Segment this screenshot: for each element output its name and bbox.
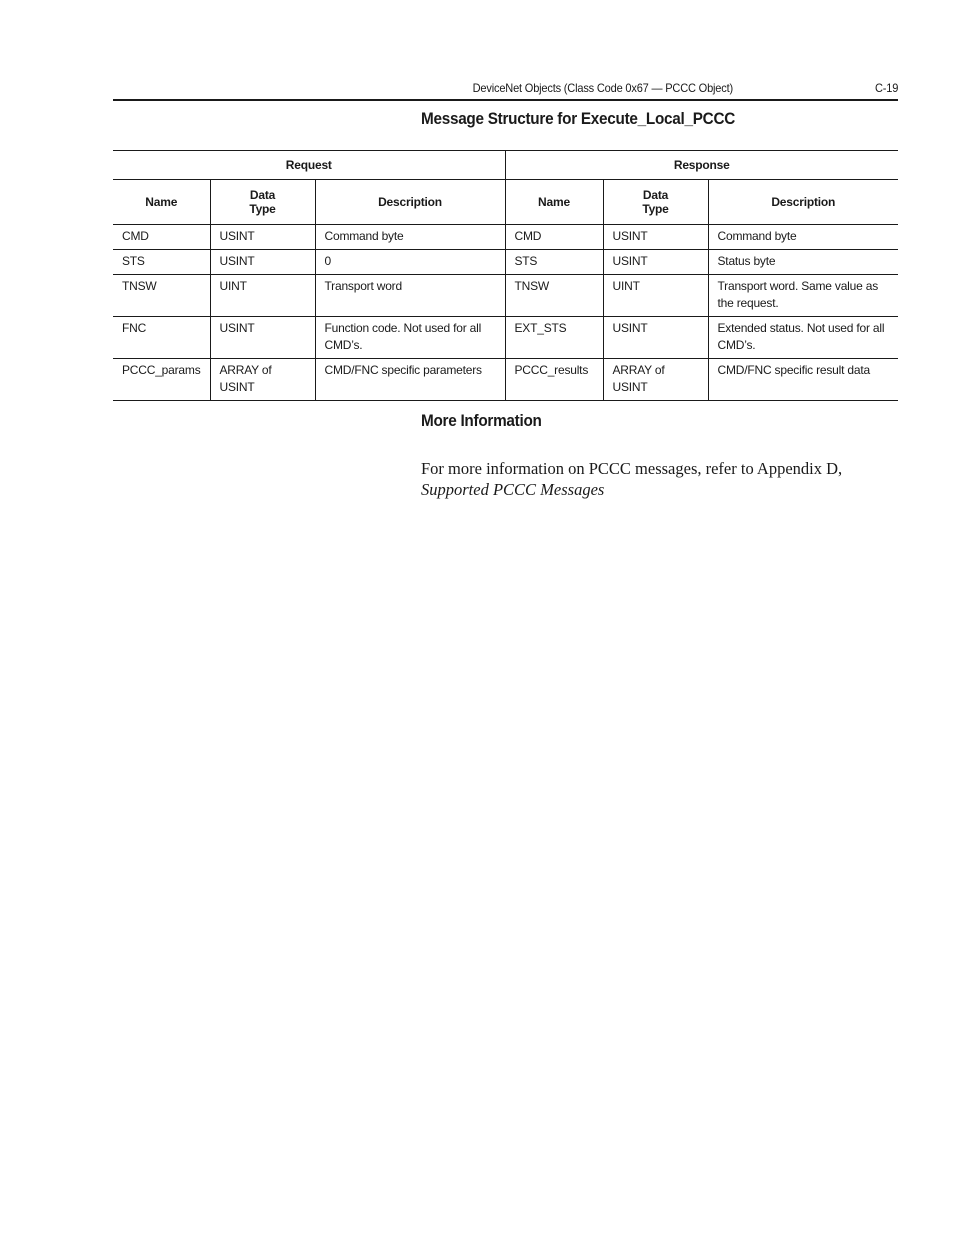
- request-description-cell: 0: [315, 250, 505, 275]
- data-type-label-line1: Data: [642, 188, 669, 202]
- response-name-cell: CMD: [505, 225, 603, 250]
- response-type-cell: USINT: [603, 225, 708, 250]
- request-type-cell: USINT: [210, 225, 315, 250]
- request-name-cell: TNSW: [113, 275, 210, 317]
- request-description-header: Description: [315, 180, 505, 225]
- response-description-cell: Transport word. Same value as the request.: [708, 275, 898, 317]
- request-name-cell: CMD: [113, 225, 210, 250]
- data-type-label-line1: Data: [249, 188, 276, 202]
- response-description-header: Description: [708, 180, 898, 225]
- more-information-text: For more information on PCCC messages, refer to Appendix D,: [421, 458, 843, 478]
- request-name-cell: STS: [113, 250, 210, 275]
- response-group-header: Response: [505, 151, 898, 180]
- request-group-header: Request: [113, 151, 505, 180]
- table-row: [113, 275, 898, 317]
- running-header: [113, 80, 898, 101]
- request-description-cell: Transport word: [315, 275, 505, 317]
- request-type-header: [210, 180, 315, 225]
- table-row: [113, 225, 898, 250]
- column-header-row: [113, 180, 898, 225]
- response-type-cell: UINT: [603, 275, 708, 317]
- response-type-cell: ARRAY of USINT: [603, 359, 708, 401]
- request-type-cell: USINT: [210, 317, 315, 359]
- request-name-header: Name: [113, 180, 210, 225]
- appendix-reference-title: Supported PCCC Messages: [421, 479, 605, 499]
- response-description-cell: Command byte: [708, 225, 898, 250]
- more-information-heading: More Information: [421, 411, 542, 430]
- table-row: [113, 359, 898, 401]
- request-type-cell: ARRAY of USINT: [210, 359, 315, 401]
- data-type-label-line2: Type: [642, 202, 669, 216]
- response-name-header: Name: [505, 180, 603, 225]
- request-name-cell: PCCC_params: [113, 359, 210, 401]
- request-type-cell: USINT: [210, 250, 315, 275]
- response-name-cell: STS: [505, 250, 603, 275]
- request-type-cell: UINT: [210, 275, 315, 317]
- response-description-cell: CMD/FNC specific result data: [708, 359, 898, 401]
- response-description-cell: Extended status. Not used for all CMD’s.: [708, 317, 898, 359]
- response-name-cell: EXT_STS: [505, 317, 603, 359]
- response-name-cell: PCCC_results: [505, 359, 603, 401]
- table-heading: Message Structure for Execute_Local_PCCC: [421, 109, 736, 128]
- more-information-paragraph: [421, 458, 891, 500]
- table-row: [113, 250, 898, 275]
- group-header-row: [113, 151, 898, 180]
- request-description-cell: Command byte: [315, 225, 505, 250]
- request-name-cell: FNC: [113, 317, 210, 359]
- running-header-title: DeviceNet Objects (Class Code 0x67 — PCCC Object): [472, 81, 733, 95]
- response-type-cell: USINT: [603, 317, 708, 359]
- table-row: [113, 317, 898, 359]
- request-description-cell: CMD/FNC specific parameters: [315, 359, 505, 401]
- response-description-cell: Status byte: [708, 250, 898, 275]
- response-type-header: [603, 180, 708, 225]
- response-name-cell: TNSW: [505, 275, 603, 317]
- data-type-label-line2: Type: [249, 202, 276, 216]
- page-number: C-19: [874, 81, 898, 95]
- response-type-cell: USINT: [603, 250, 708, 275]
- message-structure-table: [113, 150, 898, 401]
- request-description-cell: Function code. Not used for all CMD’s.: [315, 317, 505, 359]
